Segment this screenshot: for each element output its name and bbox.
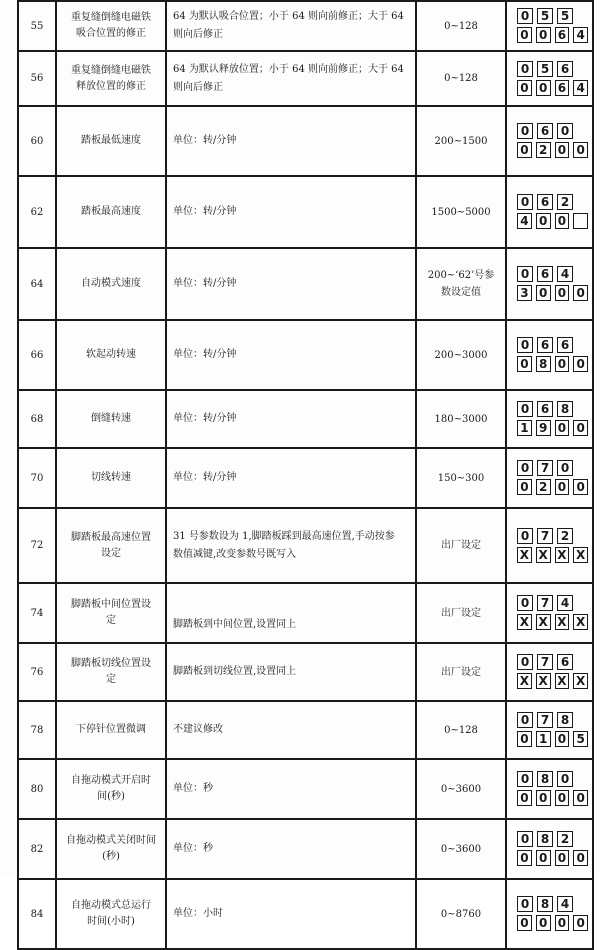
lcd-digit: 0 [517,460,533,476]
lcd-digit: 7 [537,460,553,476]
lcd-digit: 0 [573,142,588,158]
lcd-digit: 6 [537,266,553,282]
lcd-display [506,583,593,643]
lcd-digit: 4 [557,595,573,611]
parameter-description [166,320,416,390]
lcd-digit: 0 [557,123,573,139]
parameter-name [56,390,166,448]
parameter-range [416,248,506,320]
lcd-parameter-code [517,337,592,354]
parameter-number: 74 [18,583,56,643]
parameter-number: 82 [18,819,56,879]
parameter-range [416,320,506,390]
lcd-parameter-code [517,8,592,25]
lcd-parameter-value [517,420,592,437]
lcd-digit: 5 [537,8,553,24]
parameter-range [416,819,506,879]
lcd-digit: 0 [517,831,533,847]
parameter-range [416,1,506,51]
parameter-name-line: 脚踏板切线位置设 [71,658,151,669]
lcd-parameter-value [517,731,592,748]
parameter-name [56,508,166,583]
lcd-digit: 0 [555,213,570,229]
lcd-digit: 0 [517,337,533,353]
lcd-digit: 6 [555,80,570,96]
parameter-number: 78 [18,701,56,759]
parameter-number: 62 [18,176,56,248]
parameter-description [166,643,416,701]
lcd-digit: 0 [517,80,532,96]
lcd-digit: 0 [517,61,533,77]
parameter-description-line: 64 为默认释放位置；小于 64 则向前修正；大于 64 [173,63,404,75]
lcd-display [506,448,593,508]
parameter-range-line: 0~128 [444,20,478,32]
parameter-name-line: 重复缝倒缝电磁铁 [71,12,151,23]
parameter-range [416,390,506,448]
table-row [18,248,593,320]
lcd-parameter-code [517,595,592,612]
table-row [18,819,593,879]
parameter-table [17,0,594,950]
parameter-range-line: 200~‘62’号参 [427,270,495,281]
lcd-digit: 5 [537,61,553,77]
lcd-digit: 2 [536,142,551,158]
parameter-name-line: 定 [106,615,116,626]
parameter-range-line: 150~300 [437,472,485,484]
lcd-digit: 0 [517,266,533,282]
parameter-range-line: 200~1500 [434,135,488,147]
parameter-table-body [18,1,593,949]
parameter-description [166,508,416,583]
lcd-digit: 0 [517,27,532,43]
parameter-range-line: 200~3000 [434,349,488,361]
lcd-digit: X [517,673,532,689]
parameter-range [416,643,506,701]
lcd-digit: 6 [537,123,553,139]
lcd-parameter-code [517,771,592,788]
parameter-name-line: 间(秒) [97,791,125,802]
lcd-parameter-code [517,194,592,211]
parameter-description-line: 单位：秒 [173,843,213,854]
parameter-range [416,879,506,949]
table-row [18,1,593,51]
parameter-number: 84 [18,879,56,949]
parameter-description [166,106,416,176]
lcd-parameter-value [517,614,592,631]
parameter-number: 66 [18,320,56,390]
lcd-parameter-value [517,479,592,496]
lcd-digit: 0 [517,123,533,139]
lcd-digit: 0 [573,790,588,806]
lcd-digit: 4 [557,266,573,282]
lcd-digit: X [517,614,532,630]
parameter-name-line: 吸合位置的修正 [76,28,146,39]
parameter-name-line: 下停针位置微调 [76,724,146,735]
lcd-digit: X [555,614,570,630]
parameter-name-line: 踏板最低速度 [81,135,141,146]
lcd-digit: 0 [555,915,570,931]
parameter-description [166,448,416,508]
parameter-name-line: 重复缝倒缝电磁铁 [71,64,151,76]
lcd-digit [573,213,588,229]
lcd-digit: 3 [517,285,532,301]
parameter-range-line: 出厂设定 [441,666,481,678]
lcd-digit: X [536,547,551,563]
lcd-parameter-code [517,266,592,283]
parameter-number: 64 [18,248,56,320]
lcd-digit: 0 [555,356,570,372]
lcd-digit: 0 [517,401,533,417]
lcd-digit: 0 [517,356,532,372]
lcd-digit: X [573,673,588,689]
parameter-name [56,819,166,879]
lcd-digit: 0 [517,8,533,24]
parameter-name [56,448,166,508]
lcd-parameter-code [517,401,592,418]
lcd-digit: 0 [536,27,551,43]
parameter-description-line: 脚踏板到切线位置,设置同上 [173,666,297,677]
parameter-name [56,701,166,759]
parameter-description-line: 64 为默认吸合位置；小于 64 则向前修正；大于 64 [173,11,404,22]
lcd-digit: 0 [517,850,532,866]
lcd-display [506,320,593,390]
lcd-parameter-code [517,896,592,913]
lcd-digit: 0 [573,420,588,436]
table-row [18,583,593,643]
parameter-range [416,508,506,583]
lcd-digit: 6 [557,654,573,670]
lcd-digit: 0 [517,712,533,728]
parameter-description [166,390,416,448]
parameter-range-line: 0~128 [444,73,478,84]
lcd-digit: 6 [537,194,553,210]
lcd-digit: 4 [557,896,573,912]
lcd-digit: 0 [555,850,570,866]
lcd-digit: 0 [536,213,551,229]
lcd-digit: 4 [517,213,532,229]
parameter-range [416,759,506,819]
lcd-parameter-code [517,460,592,477]
lcd-digit: 6 [557,61,573,77]
parameter-name-line: 脚踏板中间位置设 [71,599,151,610]
parameter-description-line: 单位：转/分钟 [173,413,237,424]
lcd-display [506,248,593,320]
lcd-digit: 8 [537,831,553,847]
parameter-name-line: 切线转速 [91,472,131,483]
parameter-range-line: 出厂设定 [441,607,481,619]
parameter-name [56,106,166,176]
parameter-range [416,448,506,508]
parameter-name-line: 定 [106,674,116,685]
parameter-number: 68 [18,390,56,448]
lcd-digit: X [573,547,588,563]
parameter-description [166,583,416,643]
parameter-range-line: 1500~5000 [431,206,491,218]
lcd-display [506,106,593,176]
lcd-digit: 0 [517,479,532,495]
lcd-digit: 6 [555,27,570,43]
lcd-digit: 0 [573,285,588,301]
parameter-name [56,759,166,819]
parameter-description [166,701,416,759]
parameter-number: 70 [18,448,56,508]
parameter-description-line: 单位：转/分钟 [173,278,237,289]
table-row [18,51,593,106]
parameter-name [56,51,166,106]
lcd-parameter-value [517,142,592,159]
lcd-parameter-code [517,528,592,545]
lcd-digit: 7 [537,654,553,670]
parameter-description [166,879,416,949]
lcd-parameter-value [517,80,592,97]
lcd-parameter-value [517,27,592,44]
lcd-digit: 8 [537,771,553,787]
lcd-parameter-code [517,712,592,729]
parameter-number: 56 [18,51,56,106]
lcd-digit: 0 [555,142,570,158]
lcd-parameter-value [517,915,592,932]
lcd-digit: X [555,547,570,563]
lcd-display [506,879,593,949]
parameter-name-line: 释放位置的修正 [76,80,146,92]
table-row [18,879,593,949]
lcd-digit: 0 [517,595,533,611]
lcd-display [506,176,593,248]
lcd-digit: 0 [555,285,570,301]
parameter-description-line: 不建议修改 [173,724,223,735]
parameter-range-line: 出厂设定 [441,540,481,551]
parameter-range [416,51,506,106]
parameter-range-line: 0~8760 [440,908,482,920]
lcd-display [506,819,593,879]
table-row [18,701,593,759]
lcd-parameter-code [517,831,592,848]
parameter-name-line: 时间(小时) [87,916,135,927]
parameter-description [166,176,416,248]
parameter-number: 72 [18,508,56,583]
lcd-digit: 9 [536,420,551,436]
lcd-digit: 0 [573,356,588,372]
lcd-parameter-value [517,547,592,564]
lcd-digit: 5 [573,731,588,747]
lcd-parameter-value [517,356,592,373]
lcd-digit: 4 [573,27,588,43]
lcd-digit: X [555,673,570,689]
table-row [18,508,593,583]
table-row [18,106,593,176]
lcd-display [506,759,593,819]
lcd-digit: 0 [536,915,551,931]
lcd-digit: 0 [557,460,573,476]
parameter-description-line: 则向后修正 [173,81,223,93]
table-row [18,759,593,819]
lcd-parameter-code [517,61,592,78]
parameter-description-line: 单位：小时 [173,908,223,919]
lcd-parameter-code [517,654,592,671]
lcd-digit: 0 [536,80,551,96]
table-row [18,390,593,448]
lcd-digit: X [536,614,551,630]
parameter-description [166,759,416,819]
parameter-description-line: 单位：转/分钟 [173,135,237,146]
parameter-name-line: 脚踏板最高速位置 [71,531,151,543]
lcd-digit: 4 [573,80,588,96]
lcd-digit: 6 [537,401,553,417]
lcd-parameter-value [517,285,592,302]
lcd-digit: 0 [555,420,570,436]
lcd-digit: 5 [557,8,573,24]
parameter-number: 55 [18,1,56,51]
parameter-range-line: 数设定值 [441,287,481,298]
parameter-name [56,320,166,390]
parameter-name-line: 软起动转速 [86,349,136,360]
parameter-name [56,879,166,949]
lcd-digit: 8 [557,401,573,417]
parameter-range-line: 180~3000 [434,413,488,425]
parameter-name-line: 设定 [101,547,121,559]
parameter-description-line: 单位：转/分钟 [173,349,237,360]
parameter-name-line: 自动模式速度 [81,278,141,289]
parameter-name [56,1,166,51]
parameter-range [416,106,506,176]
parameter-description-line: 单位：转/分钟 [173,206,237,217]
lcd-digit: 0 [517,915,532,931]
lcd-display [506,701,593,759]
parameter-range [416,176,506,248]
lcd-digit: 0 [555,479,570,495]
parameter-name-line: 倒缝转速 [91,413,131,424]
lcd-digit: 0 [517,896,533,912]
lcd-digit: 7 [537,712,553,728]
lcd-digit: 8 [536,356,551,372]
parameter-range-line: 0~3600 [440,843,482,855]
parameter-range [416,701,506,759]
parameter-description [166,1,416,51]
parameter-name-line: 自拖动模式开启时 [71,775,151,786]
parameter-name-line: 自拖动模式总运行 [71,900,151,911]
parameter-name [56,176,166,248]
lcd-digit: 0 [555,731,570,747]
parameter-name-line: (秒) [102,851,120,862]
lcd-digit: 0 [517,528,533,544]
parameter-description-line: 数值减键,改变参数号既写入 [173,548,297,560]
lcd-digit: X [517,547,532,563]
parameter-description-line: 单位：秒 [173,783,213,794]
parameter-range [416,583,506,643]
lcd-digit: 0 [517,790,532,806]
table-row [18,448,593,508]
lcd-digit: 6 [557,337,573,353]
parameter-name [56,248,166,320]
lcd-digit: 7 [537,595,553,611]
lcd-display [506,51,593,106]
lcd-digit: 2 [536,479,551,495]
table-row [18,176,593,248]
lcd-parameter-value [517,213,592,230]
parameter-number: 60 [18,106,56,176]
lcd-digit: 0 [536,850,551,866]
lcd-digit: 2 [557,194,573,210]
parameter-number: 80 [18,759,56,819]
lcd-digit: 0 [573,850,588,866]
parameter-name-line: 自拖动模式关闭时间 [66,835,156,846]
lcd-digit: 0 [517,771,533,787]
lcd-digit: 0 [517,731,532,747]
lcd-digit: X [573,614,588,630]
lcd-digit: 8 [557,712,573,728]
parameter-description [166,248,416,320]
lcd-digit: 0 [555,790,570,806]
lcd-parameter-value [517,850,592,867]
parameter-name [56,643,166,701]
table-row [18,320,593,390]
lcd-parameter-value [517,790,592,807]
lcd-digit: 0 [573,479,588,495]
lcd-digit: 0 [536,790,551,806]
lcd-digit: 7 [537,528,553,544]
parameter-description-line: 则向后修正 [173,29,223,40]
table-row [18,643,593,701]
lcd-digit: 2 [557,528,573,544]
parameter-range-line: 0~3600 [440,783,482,795]
lcd-digit: 0 [517,142,532,158]
parameter-range-line: 0~128 [444,724,478,736]
parameter-name-line: 踏板最高速度 [81,206,141,217]
lcd-display [506,643,593,701]
parameter-description [166,51,416,106]
lcd-digit: 2 [557,831,573,847]
lcd-display [506,390,593,448]
parameter-description-line: 31 号参数设为 1,脚踏板踩到最高速位置,手动按参 [173,530,395,542]
lcd-display [506,1,593,51]
parameter-description-line: 脚踏板到中间位置,设置同上 [173,619,297,630]
lcd-digit: 0 [517,654,533,670]
parameter-number: 76 [18,643,56,701]
lcd-display [506,508,593,583]
lcd-digit: X [536,673,551,689]
parameter-description [166,819,416,879]
lcd-digit: 0 [557,771,573,787]
lcd-digit: 0 [517,194,533,210]
lcd-digit: 6 [537,337,553,353]
lcd-digit: 8 [537,896,553,912]
lcd-digit: 0 [536,285,551,301]
lcd-parameter-value [517,673,592,690]
parameter-description-line: 单位：转/分钟 [173,472,237,483]
lcd-digit: 1 [536,731,551,747]
lcd-digit: 1 [517,420,532,436]
lcd-digit: 0 [573,915,588,931]
lcd-parameter-code [517,123,592,140]
parameter-name [56,583,166,643]
